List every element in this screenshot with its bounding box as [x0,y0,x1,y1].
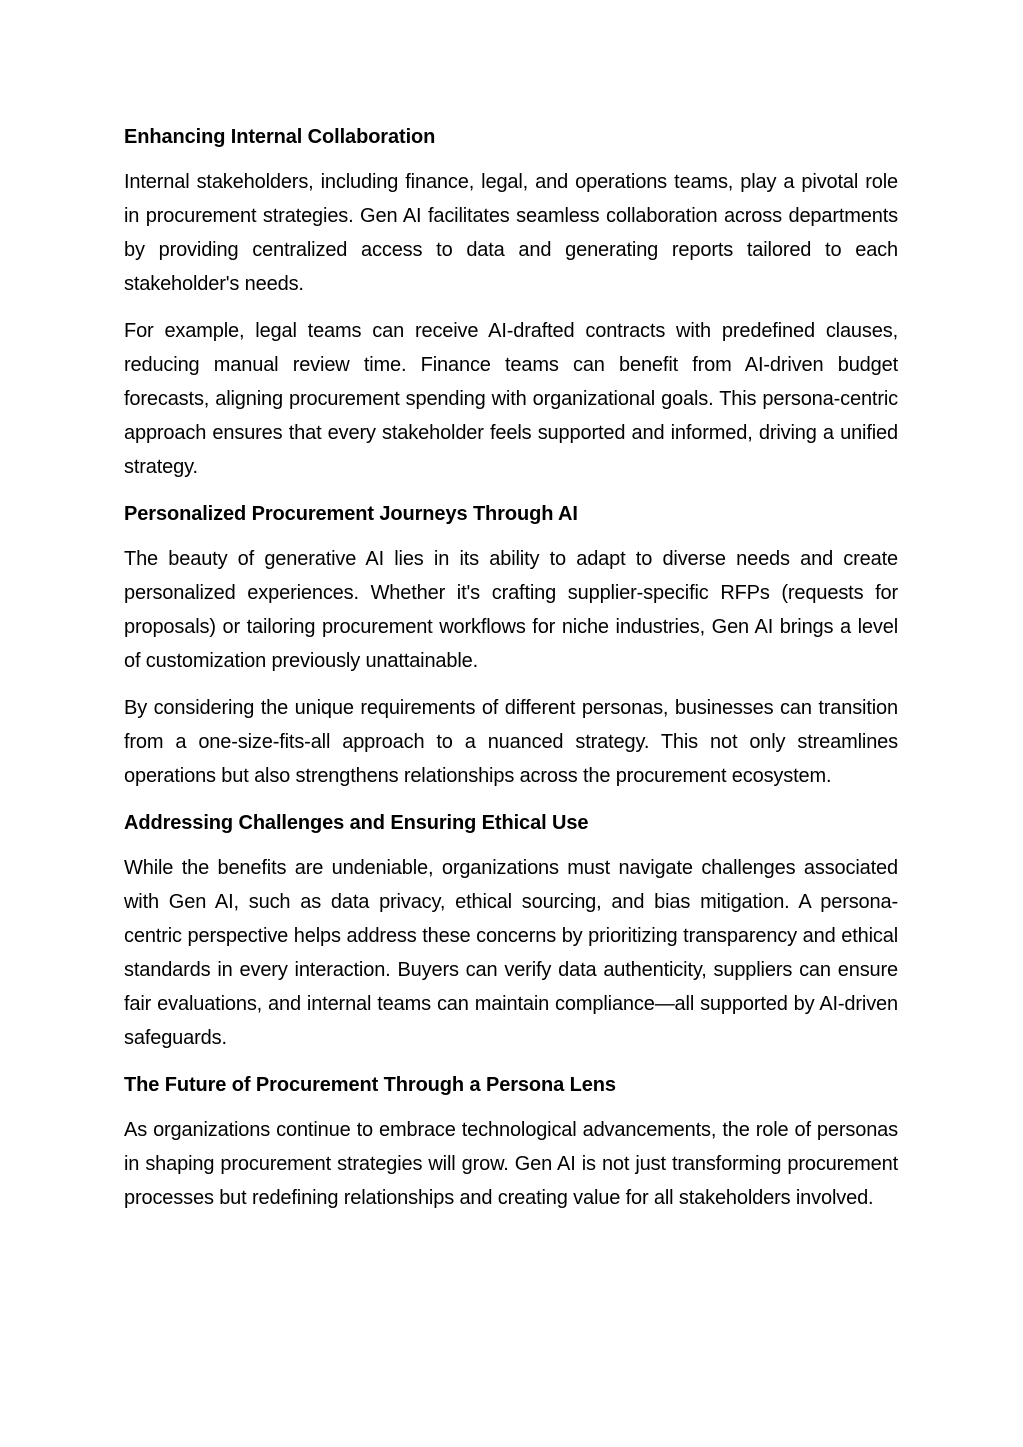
section-challenges-ethics [124,806,898,1055]
section-paragraph: By considering the unique requirements of different personas, businesses can transition from a one-size-fits-all approach to a nuanced strategy. This not only streamlines operations but also strengthens relationships across the procurement ecosystem. [124,697,898,787]
section-heading: Enhancing Internal Collaboration [124,126,436,148]
section-paragraph: As organizations continue to embrace technological advancements, the role of personas in shaping procurement strategies will grow. Gen AI is not just transforming procurement processes but redefining relationships and creating value for all stakeholders involved. [124,1119,898,1209]
section-paragraph: For example, legal teams can receive AI-drafted contracts with predefined clauses, reducing manual review time. Finance teams can benefit from AI-driven budget forecasts, aligning procurement spending with organizational goals. This persona-centric approach ensures that every stakeholder feels supported and informed, driving a unified strategy. [124,320,898,478]
section-paragraph: The beauty of generative AI lies in its ability to adapt to diverse needs and create personalized experiences. Whether it's crafting supplier-specific RFPs (requests for proposals) or tailoring procurement workflows for niche industries, Gen AI brings a level of customization previously unattainable. [124,548,898,672]
section-future-persona-lens [124,1068,898,1215]
section-internal-collaboration [124,120,898,484]
document-page [124,120,898,1228]
section-paragraph: Internal stakeholders, including finance, legal, and operations teams, play a pivotal role in procurement strategies. Gen AI facilitates seamless collaboration across departments by providing centralized access to data and generating reports tailored to each stakeholder's needs. [124,171,898,295]
section-heading: The Future of Procurement Through a Persona Lens [124,1074,616,1096]
section-heading: Personalized Procurement Journeys Through AI [124,503,578,525]
section-heading: Addressing Challenges and Ensuring Ethical Use [124,812,589,834]
section-personalized-journeys [124,497,898,793]
section-paragraph: While the benefits are undeniable, organizations must navigate challenges associated with Gen AI, such as data privacy, ethical sourcing, and bias mitigation. A persona-centric perspective helps address these concerns by prioritizing transparency and ethical standards in every interaction. Buyers can verify data authenticity, suppliers can ensure fair evaluations, and internal teams can maintain compliance—all supported by AI-driven safeguards. [124,857,898,1049]
